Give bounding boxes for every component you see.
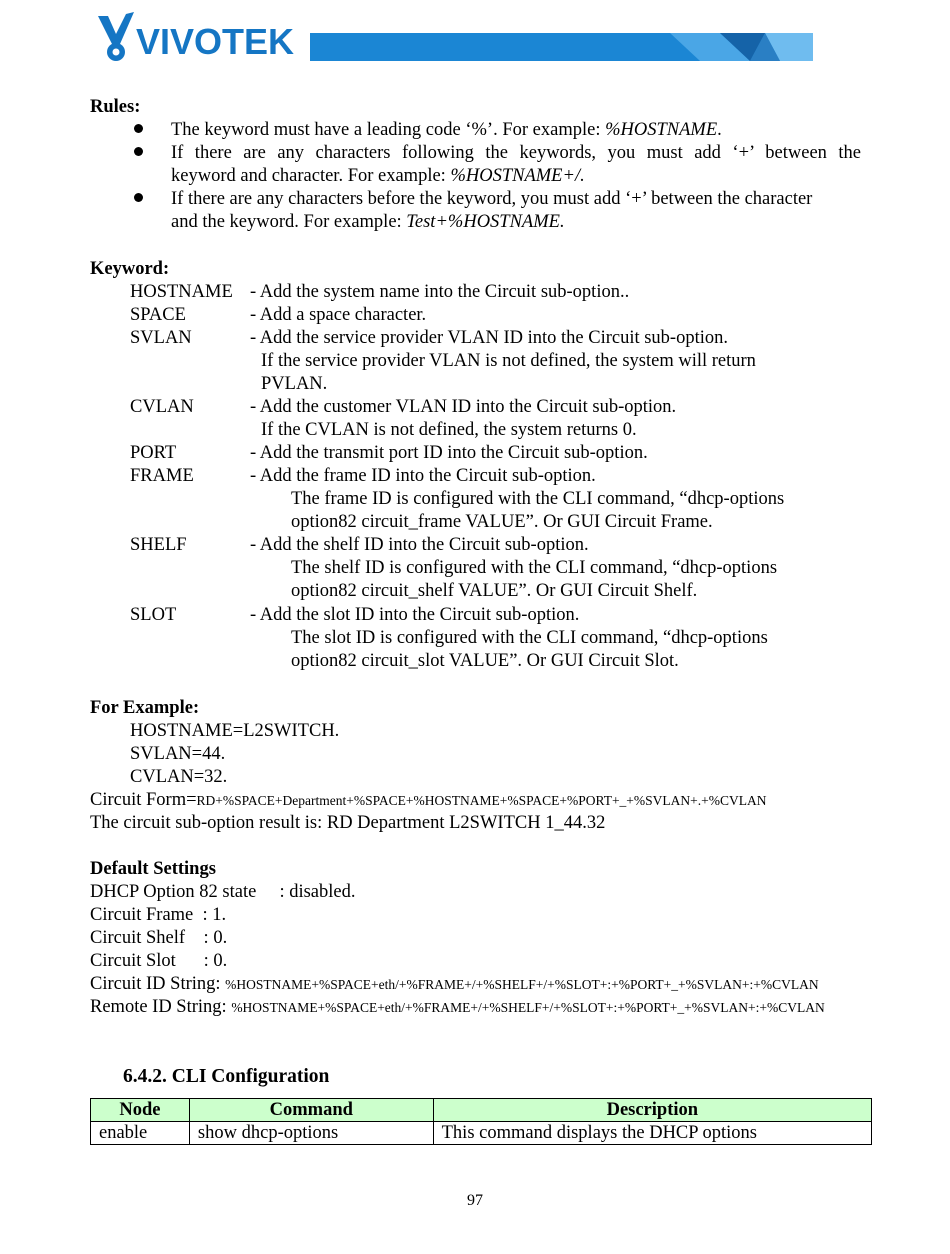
keyword-name: SLOT xyxy=(130,605,177,625)
cli-heading: 6.4.2. CLI Configuration xyxy=(123,1066,330,1087)
keyword-heading: Keyword: xyxy=(90,259,170,279)
cli-command-table xyxy=(90,1098,872,1145)
cell-command: show dhcp-options xyxy=(189,1122,433,1145)
keyword-desc-continued: If the CVLAN is not defined, the system returns 0. xyxy=(261,420,637,440)
example-heading: For Example: xyxy=(90,698,200,718)
example-line: SVLAN=44. xyxy=(130,744,226,764)
example-line: HOSTNAME=L2SWITCH. xyxy=(130,721,340,741)
keyword-desc: - Add the customer VLAN ID into the Circuit sub-option. xyxy=(250,397,677,417)
column-header-description: Description xyxy=(433,1099,871,1122)
circuit-form: Circuit Form=RD+%SPACE+Department+%SPACE+%HOSTNAME+%SPACE+%PORT+_+%SVLAN+.+%CVLAN xyxy=(90,790,767,810)
table-header-row xyxy=(91,1099,872,1122)
rule-2-line-2: keyword and character. For example: %HOSTNAME+/. xyxy=(171,166,585,186)
keyword-name: CVLAN xyxy=(130,397,194,417)
column-header-node: Node xyxy=(91,1099,190,1122)
circuit-result: The circuit sub-option result is: RD Department L2SWITCH 1_44.32 xyxy=(90,813,606,833)
vivotek-logo-text: VIVOTEK xyxy=(136,21,295,62)
cell-description: This command displays the DHCP options xyxy=(433,1122,871,1145)
cell-node: enable xyxy=(91,1122,190,1145)
keyword-desc-continued: option82 circuit_shelf VALUE”. Or GUI Circuit Shelf. xyxy=(291,581,698,601)
keyword-name: SVLAN xyxy=(130,328,192,348)
rule-2-line-1: If there are any characters following the keywords, you must add ‘+’ between the xyxy=(171,143,861,163)
keyword-desc: - Add the service provider VLAN ID into the Circuit sub-option. xyxy=(250,328,729,348)
keyword-desc-continued: option82 circuit_slot VALUE”. Or GUI Circuit Slot. xyxy=(291,651,679,671)
bullet-icon xyxy=(134,147,143,156)
defaults-heading: Default Settings xyxy=(90,859,216,879)
keyword-desc-continued: option82 circuit_frame VALUE”. Or GUI Circuit Frame. xyxy=(291,512,713,532)
default-setting: Circuit Slot : 0. xyxy=(90,951,228,971)
keyword-desc-continued: The frame ID is configured with the CLI command, “dhcp-options xyxy=(291,489,785,509)
keyword-desc: - Add a space character. xyxy=(250,305,427,325)
keyword-desc-continued: PVLAN. xyxy=(261,374,328,394)
keyword-desc-continued: The slot ID is configured with the CLI command, “dhcp-options xyxy=(291,628,768,648)
remote-id-string: Remote ID String: %HOSTNAME+%SPACE+eth/+%FRAME+/+%SHELF+/+%SLOT+:+%PORT+_+%SVLAN+:+%CVLAN xyxy=(90,997,825,1017)
rule-1: The keyword must have a leading code ‘%’. For example: %HOSTNAME. xyxy=(171,120,722,140)
rule-3-line-1: If there are any characters before the keyword, you must add ‘+’ between the character xyxy=(171,189,813,209)
keyword-desc: - Add the frame ID into the Circuit sub-option. xyxy=(250,466,596,486)
example-line: CVLAN=32. xyxy=(130,767,228,787)
keyword-desc: - Add the system name into the Circuit sub-option.. xyxy=(250,282,630,302)
rules-heading: Rules: xyxy=(90,97,141,117)
header-banner-bar xyxy=(310,33,813,61)
bullet-icon xyxy=(134,193,143,202)
table-row xyxy=(91,1122,872,1145)
bullet-icon xyxy=(134,124,143,133)
keyword-name: FRAME xyxy=(130,466,194,486)
keyword-desc-continued: The shelf ID is configured with the CLI command, “dhcp-options xyxy=(291,558,778,578)
keyword-name: HOSTNAME xyxy=(130,282,233,302)
keyword-desc-continued: If the service provider VLAN is not defined, the system will return xyxy=(261,351,756,371)
rule-3-line-2: and the keyword. For example: Test+%HOSTNAME. xyxy=(171,212,565,232)
default-setting: DHCP Option 82 state : disabled. xyxy=(90,882,356,902)
default-setting: Circuit Frame : 1. xyxy=(90,905,227,925)
keyword-name: SPACE xyxy=(130,305,186,325)
keyword-desc: - Add the shelf ID into the Circuit sub-option. xyxy=(250,535,589,555)
page-number: 97 xyxy=(467,1192,483,1209)
keyword-desc: - Add the transmit port ID into the Circuit sub-option. xyxy=(250,443,648,463)
column-header-command: Command xyxy=(189,1099,433,1122)
circuit-id-string: Circuit ID String: %HOSTNAME+%SPACE+eth/+%FRAME+/+%SHELF+/+%SLOT+:+%PORT+_+%SVLAN+:+%CVLAN xyxy=(90,974,819,994)
default-setting: Circuit Shelf : 0. xyxy=(90,928,228,948)
keyword-name: PORT xyxy=(130,443,177,463)
keyword-name: SHELF xyxy=(130,535,187,555)
keyword-desc: - Add the slot ID into the Circuit sub-option. xyxy=(250,605,580,625)
